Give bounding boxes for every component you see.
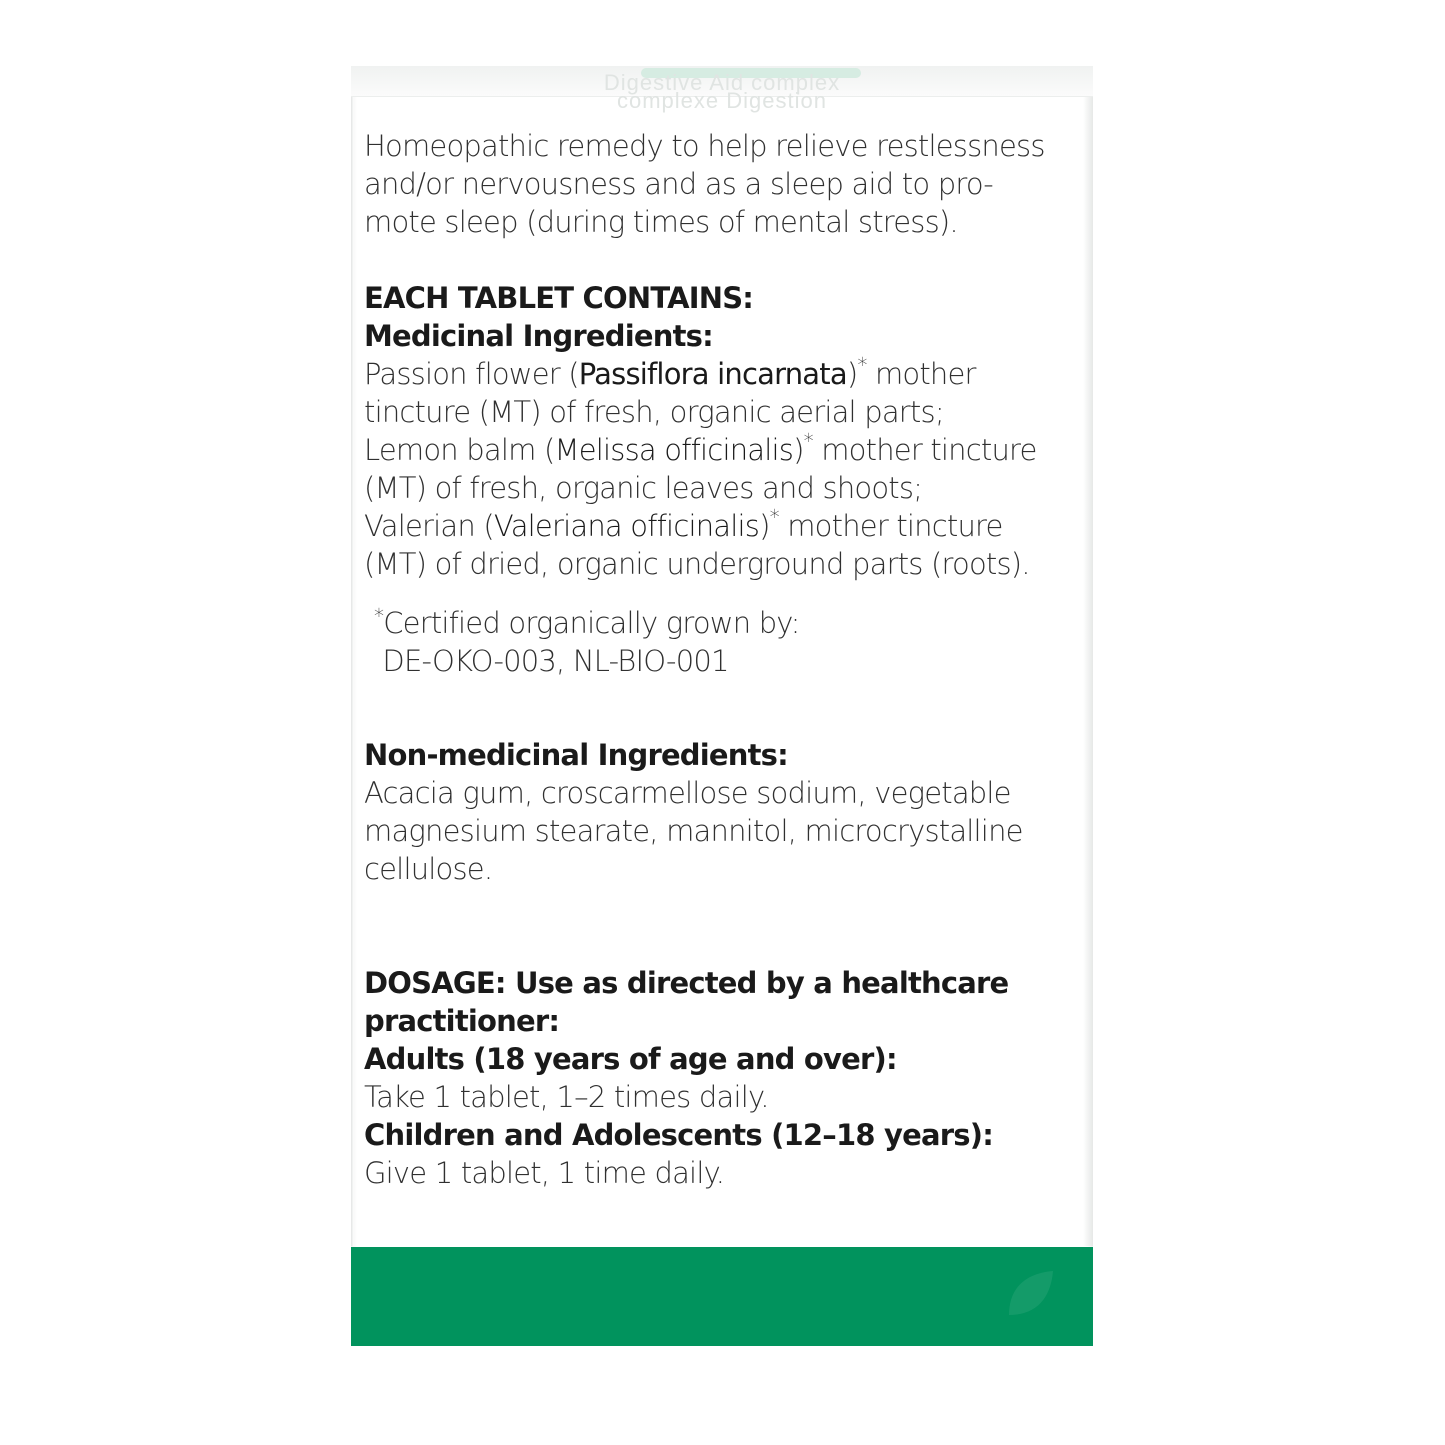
lemon-pre: Lemon balm ( (364, 433, 555, 467)
cert-asterisk: * (374, 604, 384, 628)
lemon-rest: mother tincture (812, 433, 1037, 467)
passion-latin: Passiflora incarnata (578, 357, 847, 391)
passion-post: ) (846, 357, 858, 391)
valerian-line-2: (MT) of dried, organic underground parts (roots). (364, 547, 1030, 581)
valerian-rest: mother tincture (778, 509, 1003, 543)
lemon-asterisk: * (803, 429, 813, 453)
passion-asterisk: * (857, 353, 867, 377)
package-right-edge (1083, 66, 1093, 1246)
package-left-edge (351, 66, 354, 1246)
ingredient-passion-flower (364, 355, 1079, 431)
flap-line-1: Digestive Aid complex (603, 70, 841, 95)
cert-line-2: DE-OKO-003, NL-BIO-001 (382, 644, 729, 678)
leaf-watermark-icon (999, 1265, 1059, 1325)
adults-dosage: Take 1 tablet, 1–2 times daily. (364, 1080, 769, 1114)
lemon-line-2: (MT) of fresh, organic leaves and shoots; (364, 471, 923, 505)
cert-line-1: Certified organically grown by: (383, 606, 800, 640)
certification-note (364, 597, 1079, 680)
intro-paragraph (364, 127, 1079, 241)
valerian-asterisk: * (769, 505, 779, 529)
flap-title (351, 70, 1093, 113)
package-top-flap (351, 66, 1093, 113)
flap-line-2: complexe Digestion (617, 88, 827, 113)
passion-rest: mother (866, 357, 976, 391)
passion-pre: Passion flower ( (364, 357, 579, 391)
intro-line-1: Homeopathic remedy to help relieve restlessness (364, 129, 1045, 163)
medicinal-heading: Medicinal Ingredients: (364, 319, 713, 353)
non-medicinal-line-3: cellulose. (364, 852, 493, 886)
each-tablet-heading: EACH TABLET CONTAINS: (364, 281, 754, 315)
lemon-latin: Melissa officinalis (554, 433, 794, 467)
ingredient-valerian (364, 507, 1079, 583)
dosage-heading (364, 964, 1079, 1040)
dosage-line-2: practitioner: (364, 1004, 560, 1038)
valerian-post: ) (759, 509, 770, 543)
green-band (351, 1247, 1093, 1346)
intro-line-3: mote sleep (during times of mental stress). (364, 205, 958, 239)
dosage-line-1: DOSAGE: Use as directed by a healthcare (364, 966, 1009, 1000)
intro-line-2: and/or nervousness and as a sleep aid to pro- (364, 167, 993, 201)
non-medicinal-heading: Non-medicinal Ingredients: (364, 738, 788, 772)
label-text (364, 127, 1079, 1192)
non-medicinal-line-1: Acacia gum, croscarmellose sodium, vegetable (364, 776, 1011, 810)
lemon-post: ) (793, 433, 804, 467)
children-dosage: Give 1 tablet, 1 time daily. (364, 1156, 725, 1190)
passion-line-2: tincture (MT) of fresh, organic aerial parts; (364, 395, 944, 429)
valerian-pre: Valerian ( (364, 509, 494, 543)
adults-heading: Adults (18 years of age and over): (364, 1042, 897, 1076)
non-medicinal-line-2: magnesium stearate, mannitol, microcrystalline (364, 814, 1023, 848)
non-medicinal-list (364, 774, 1079, 888)
children-heading: Children and Adolescents (12–18 years): (364, 1118, 993, 1152)
valerian-latin: Valeriana officinalis (493, 509, 760, 543)
ingredient-lemon-balm (364, 431, 1079, 507)
